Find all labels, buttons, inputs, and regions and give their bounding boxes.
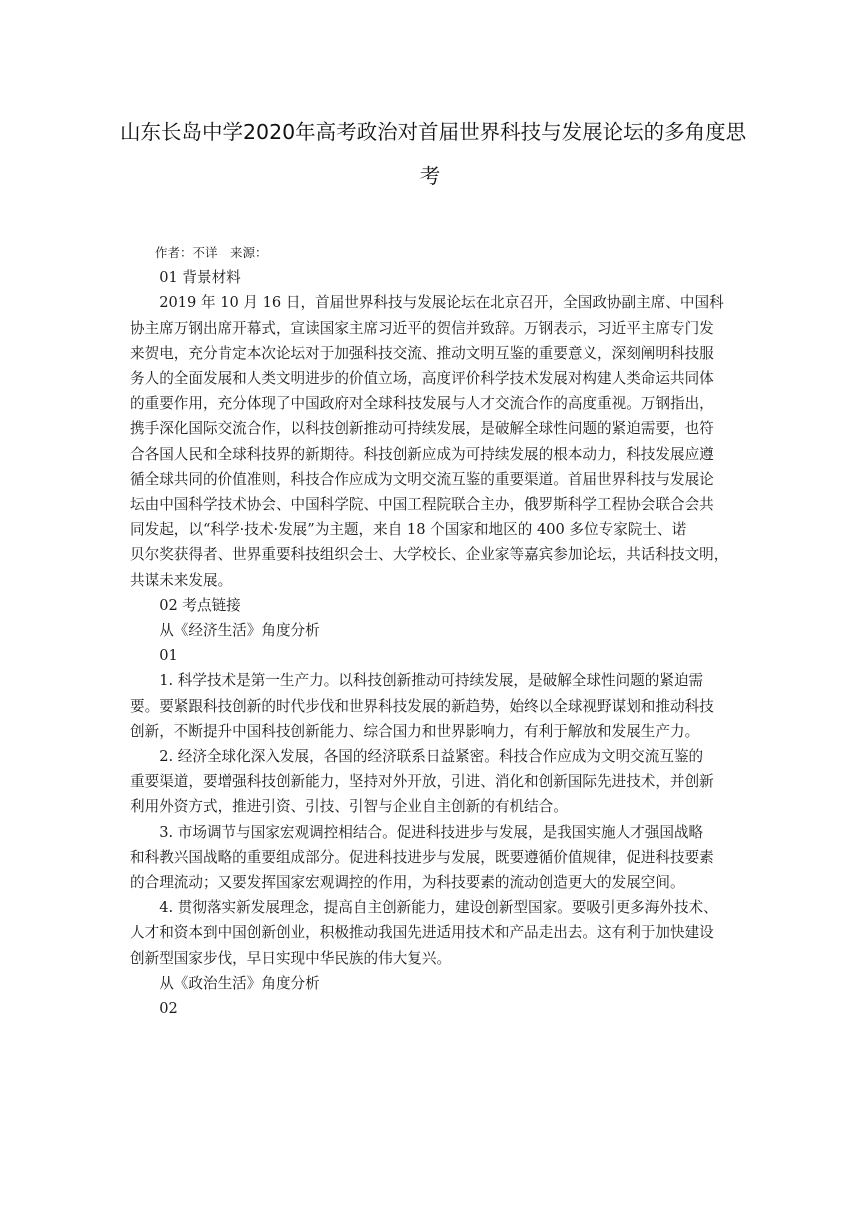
subsection-number: 02: [159, 1000, 178, 1018]
paragraph-line: 坛由中国科学技术协会、中国科学院、中国工程院联合主办，俄罗斯科学工程协会联合会共: [130, 496, 714, 514]
author-source-meta: 作者：不详 来源：: [155, 245, 268, 260]
paragraph-line: 3. 市场调节与国家宏观调控相结合。促进科技进步与发展，是我国实施人才强国战略: [159, 823, 704, 841]
subsection-number: 01: [159, 647, 178, 665]
document-body: [130, 240, 730, 1021]
paragraph-line: 重要渠道，要增强科技创新能力，坚持对外开放，引进、消化和创新国际先进技术，并创新: [130, 773, 714, 791]
paragraph-line: 协主席万钢出席开幕式，宣读国家主席习近平的贺信并致辞。万钢表示，习近平主席专门发: [130, 319, 714, 337]
paragraph-line: 利用外资方式，推进引资、引技、引智与企业自主创新的有机结合。: [130, 798, 568, 816]
paragraph-line: 2. 经济全球化深入发展，各国的经济联系日益紧密。科技合作应成为文明交流互鉴的: [159, 748, 704, 766]
paragraph-line: 4. 贯彻落实新发展理念，提高自主创新能力，建设创新型国家。要吸引更多海外技术、: [159, 899, 718, 917]
document-title: [120, 112, 747, 196]
paragraph-line: 创新，不断提升中国科技创新能力、综合国力和世界影响力，有利于解放和发展生产力。: [130, 722, 700, 740]
paragraph-line: 2019 年 10 月 16 日，首届世界科技与发展论坛在北京召开，全国政协副主席、中国科: [159, 294, 724, 312]
paragraph-line: 的重要作用，充分体现了中国政府对全球科技发展与人才交流合作的高度重视。万钢指出，: [130, 395, 714, 413]
paragraph-line: 和科教兴国战略的重要组成部分。促进科技进步与发展，既要遵循价值规律，促进科技要素: [130, 848, 714, 866]
paragraph-line: 来贺电，充分肯定本次论坛对于加强科技交流、推动文明互鉴的重要意义，深刻阐明科技服: [130, 344, 714, 362]
paragraph-line: 人才和资本到中国创新创业，积极推动我国先进适用技术和产品走出去。这有利于加快建设: [130, 924, 714, 942]
paragraph-line: 携手深化国际交流合作，以科技创新推动可持续发展，是破解全球性问题的紧迫需要，也符: [130, 420, 714, 438]
section-heading-exam-links: 02 考点链接: [159, 596, 241, 614]
paragraph-line: 同发起，以“科学·技术·发展”为主题，来自 18 个国家和地区的 400 多位专家院士、诺: [130, 521, 687, 539]
paragraph-line: 合各国人民和全球科技界的新期待。科技创新应成为可持续发展的根本动力，科技发展应遵: [130, 445, 714, 463]
subheading-economic-life: 从《经济生活》角度分析: [159, 622, 320, 640]
background-paragraph: [130, 290, 730, 592]
econ-point-1: [130, 668, 730, 744]
paragraph-line: 循全球共同的价值准则，科技合作应成为文明交流互鉴的重要渠道。首届世界科技与发展论: [130, 470, 714, 488]
section-heading-background: 01 背景材料: [159, 269, 241, 287]
econ-point-2: [130, 744, 730, 820]
paragraph-line: 创新型国家步伐，早日实现中华民族的伟大复兴。: [130, 949, 452, 967]
title-line-1: 山东长岛中学2020年高考政治对首届世界科技与发展论坛的多角度思: [120, 120, 747, 144]
paragraph-line: 务人的全面发展和人类文明进步的价值立场，高度评价科学技术发展对构建人类命运共同体: [130, 370, 714, 388]
paragraph-line: 1. 科学技术是第一生产力。以科技创新推动可持续发展，是破解全球性问题的紧迫需: [159, 672, 704, 690]
subheading-political-life: 从《政治生活》角度分析: [159, 974, 320, 992]
title-line-2: 考: [419, 164, 441, 188]
paragraph-line: 贝尔奖获得者、世界重要科技组织会士、大学校长、企业家等嘉宾参加论坛，共话科技文明，: [130, 546, 729, 564]
paragraph-line: 的合理流动；又要发挥国家宏观调控的作用，为科技要素的流动创造更大的发展空间。: [130, 874, 685, 892]
econ-point-3: [130, 820, 730, 896]
econ-point-4: [130, 895, 730, 971]
paragraph-line: 共谋未来发展。: [130, 571, 233, 589]
paragraph-line: 要。要紧跟科技创新的时代步伐和世界科技发展的新趋势，始终以全球视野谋划和推动科技: [130, 697, 714, 715]
